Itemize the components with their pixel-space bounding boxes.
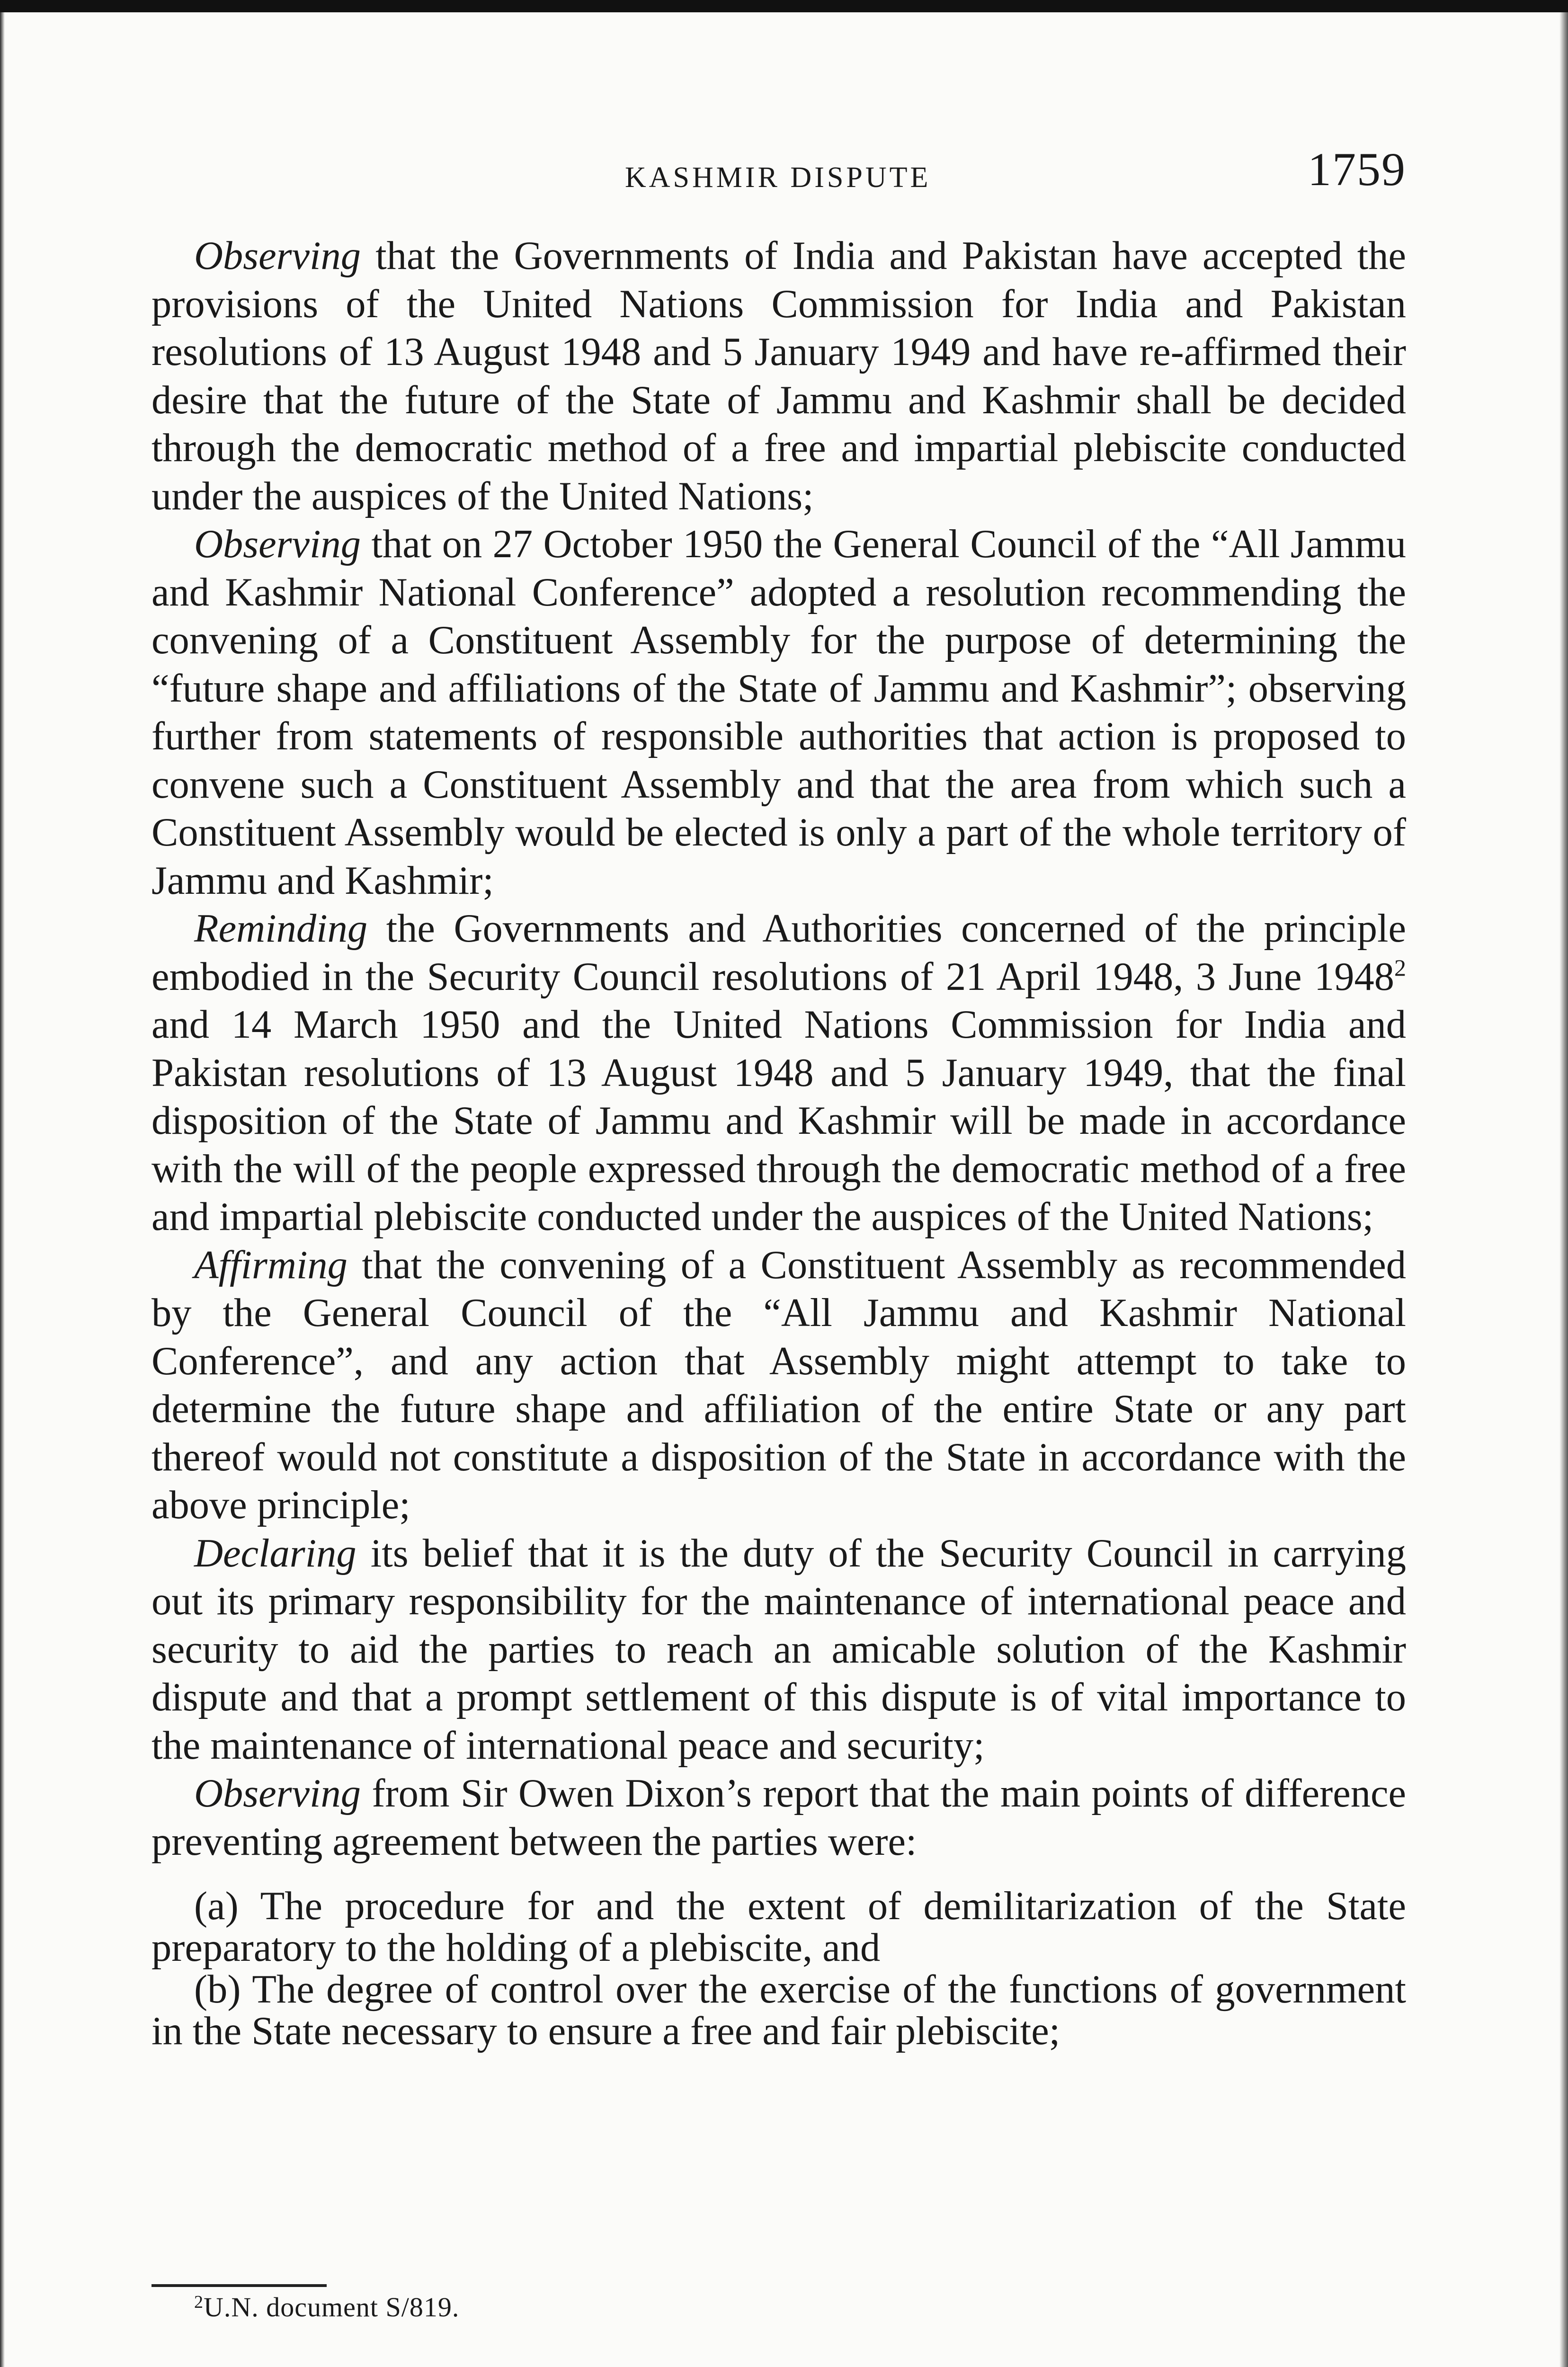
list-item	[151, 1969, 1406, 2052]
paragraph-lead: Affirming	[194, 1243, 347, 1287]
paragraph-text: from Sir Owen Dixon’s report that the main points of difference preventing agreement between the parties were:	[151, 1771, 1406, 1864]
footnote-text: U.N. document S/819.	[204, 2292, 460, 2323]
paragraph-text: the Governments and Authorities concerned of the principle embodied in the Security Council resolutions of 21 April 1948, 3 June 1948	[151, 907, 1406, 999]
paragraph-text: and 14 March 1950 and the United Nations Commission for India and Pakistan resolutions of 13 August 1948 and 5 January 1949, that the final disposition of the State of Jammu and Kashmir will be made in accordance with the will of the people expressed through the democratic method of a free and impartial plebiscite conducted under the auspices of the United Nations;	[151, 1003, 1406, 1239]
paragraph-text: that on 27 October 1950 the General Council of the “All Jammu and Kashmir National Conference” adopted a resolution recommending the convening of a Constituent Assembly for the purpose of determining the “future shape and affiliations of the State of Jammu and Kashmir”; observing further from statements of responsible authorities that action is proposed to convene such a Constituent Assembly and that the area from which such a Constituent Assembly would be elected is only a part of the whole territory of Jammu and Kashmir;	[151, 522, 1406, 903]
paragraph-lead: Observing	[194, 522, 361, 566]
footnote-rule	[151, 2284, 327, 2287]
list-item-label: (b)	[194, 1967, 241, 2011]
paragraph-text: that the Governments of India and Pakistan have accepted the provisions of the United Nations Commission for India and Pakistan resolutions of 13 August 1948 and 5 January 1949 and have re-affirmed their desire that the future of the State of Jammu and Kashmir shall be decided through the democratic method of a free and impartial plebiscite conducted under the auspices of the United Nations;	[151, 234, 1406, 518]
page-top-border	[0, 0, 1568, 12]
page-number: 1759	[1308, 143, 1406, 196]
paragraph-affirming	[151, 1241, 1406, 1530]
paragraph-lead: Declaring	[194, 1531, 356, 1575]
paragraph-observing-3	[151, 1770, 1406, 1866]
difference-points-list	[151, 1886, 1406, 2052]
running-head: KASHMIR DISPUTE	[625, 161, 931, 194]
paragraph-lead: Observing	[194, 234, 361, 278]
paragraph-lead: Observing	[194, 1771, 361, 1815]
footnote-mark: 2	[194, 2292, 204, 2312]
footnote-reference: 2	[1394, 954, 1406, 981]
list-item-text: The degree of control over the exercise of the functions of government in the State necessary to ensure a free and fair plebiscite;	[151, 1967, 1406, 2053]
paragraph-text: its belief that it is the duty of the Security Council in carrying out its primary responsibility for the maintenance of international peace and security to aid the parties to reach an amicable solution of the Kashmir dispute and that a prompt settlement of this dispute is of vital importance to the maintenance of international peace and security;	[151, 1531, 1406, 1768]
resolution-text	[151, 232, 1406, 2052]
list-item	[151, 1886, 1406, 1969]
list-item-label: (a)	[194, 1884, 239, 1928]
paragraph-text: that the convening of a Constituent Assembly as recommended by the General Council of the “All Jammu and Kashmir National Conference”, and any action that Assembly might attempt to take to determine the future shape and affiliation of the entire State or any part thereof would not constitute a disposition of the State in accordance with the above principle;	[151, 1243, 1406, 1527]
footnote	[194, 2291, 459, 2323]
page-right-edge	[1559, 12, 1568, 2367]
list-item-text: The procedure for and the extent of demilitarization of the State preparatory to the holding of a plebiscite, and	[151, 1884, 1406, 1970]
page-header	[151, 142, 1406, 208]
page-left-edge	[0, 12, 5, 2367]
paragraph-lead: Reminding	[194, 907, 368, 951]
paragraph-observing-1	[151, 232, 1406, 520]
paragraph-reminding	[151, 905, 1406, 1241]
paragraph-declaring	[151, 1530, 1406, 1770]
paragraph-observing-2	[151, 520, 1406, 905]
